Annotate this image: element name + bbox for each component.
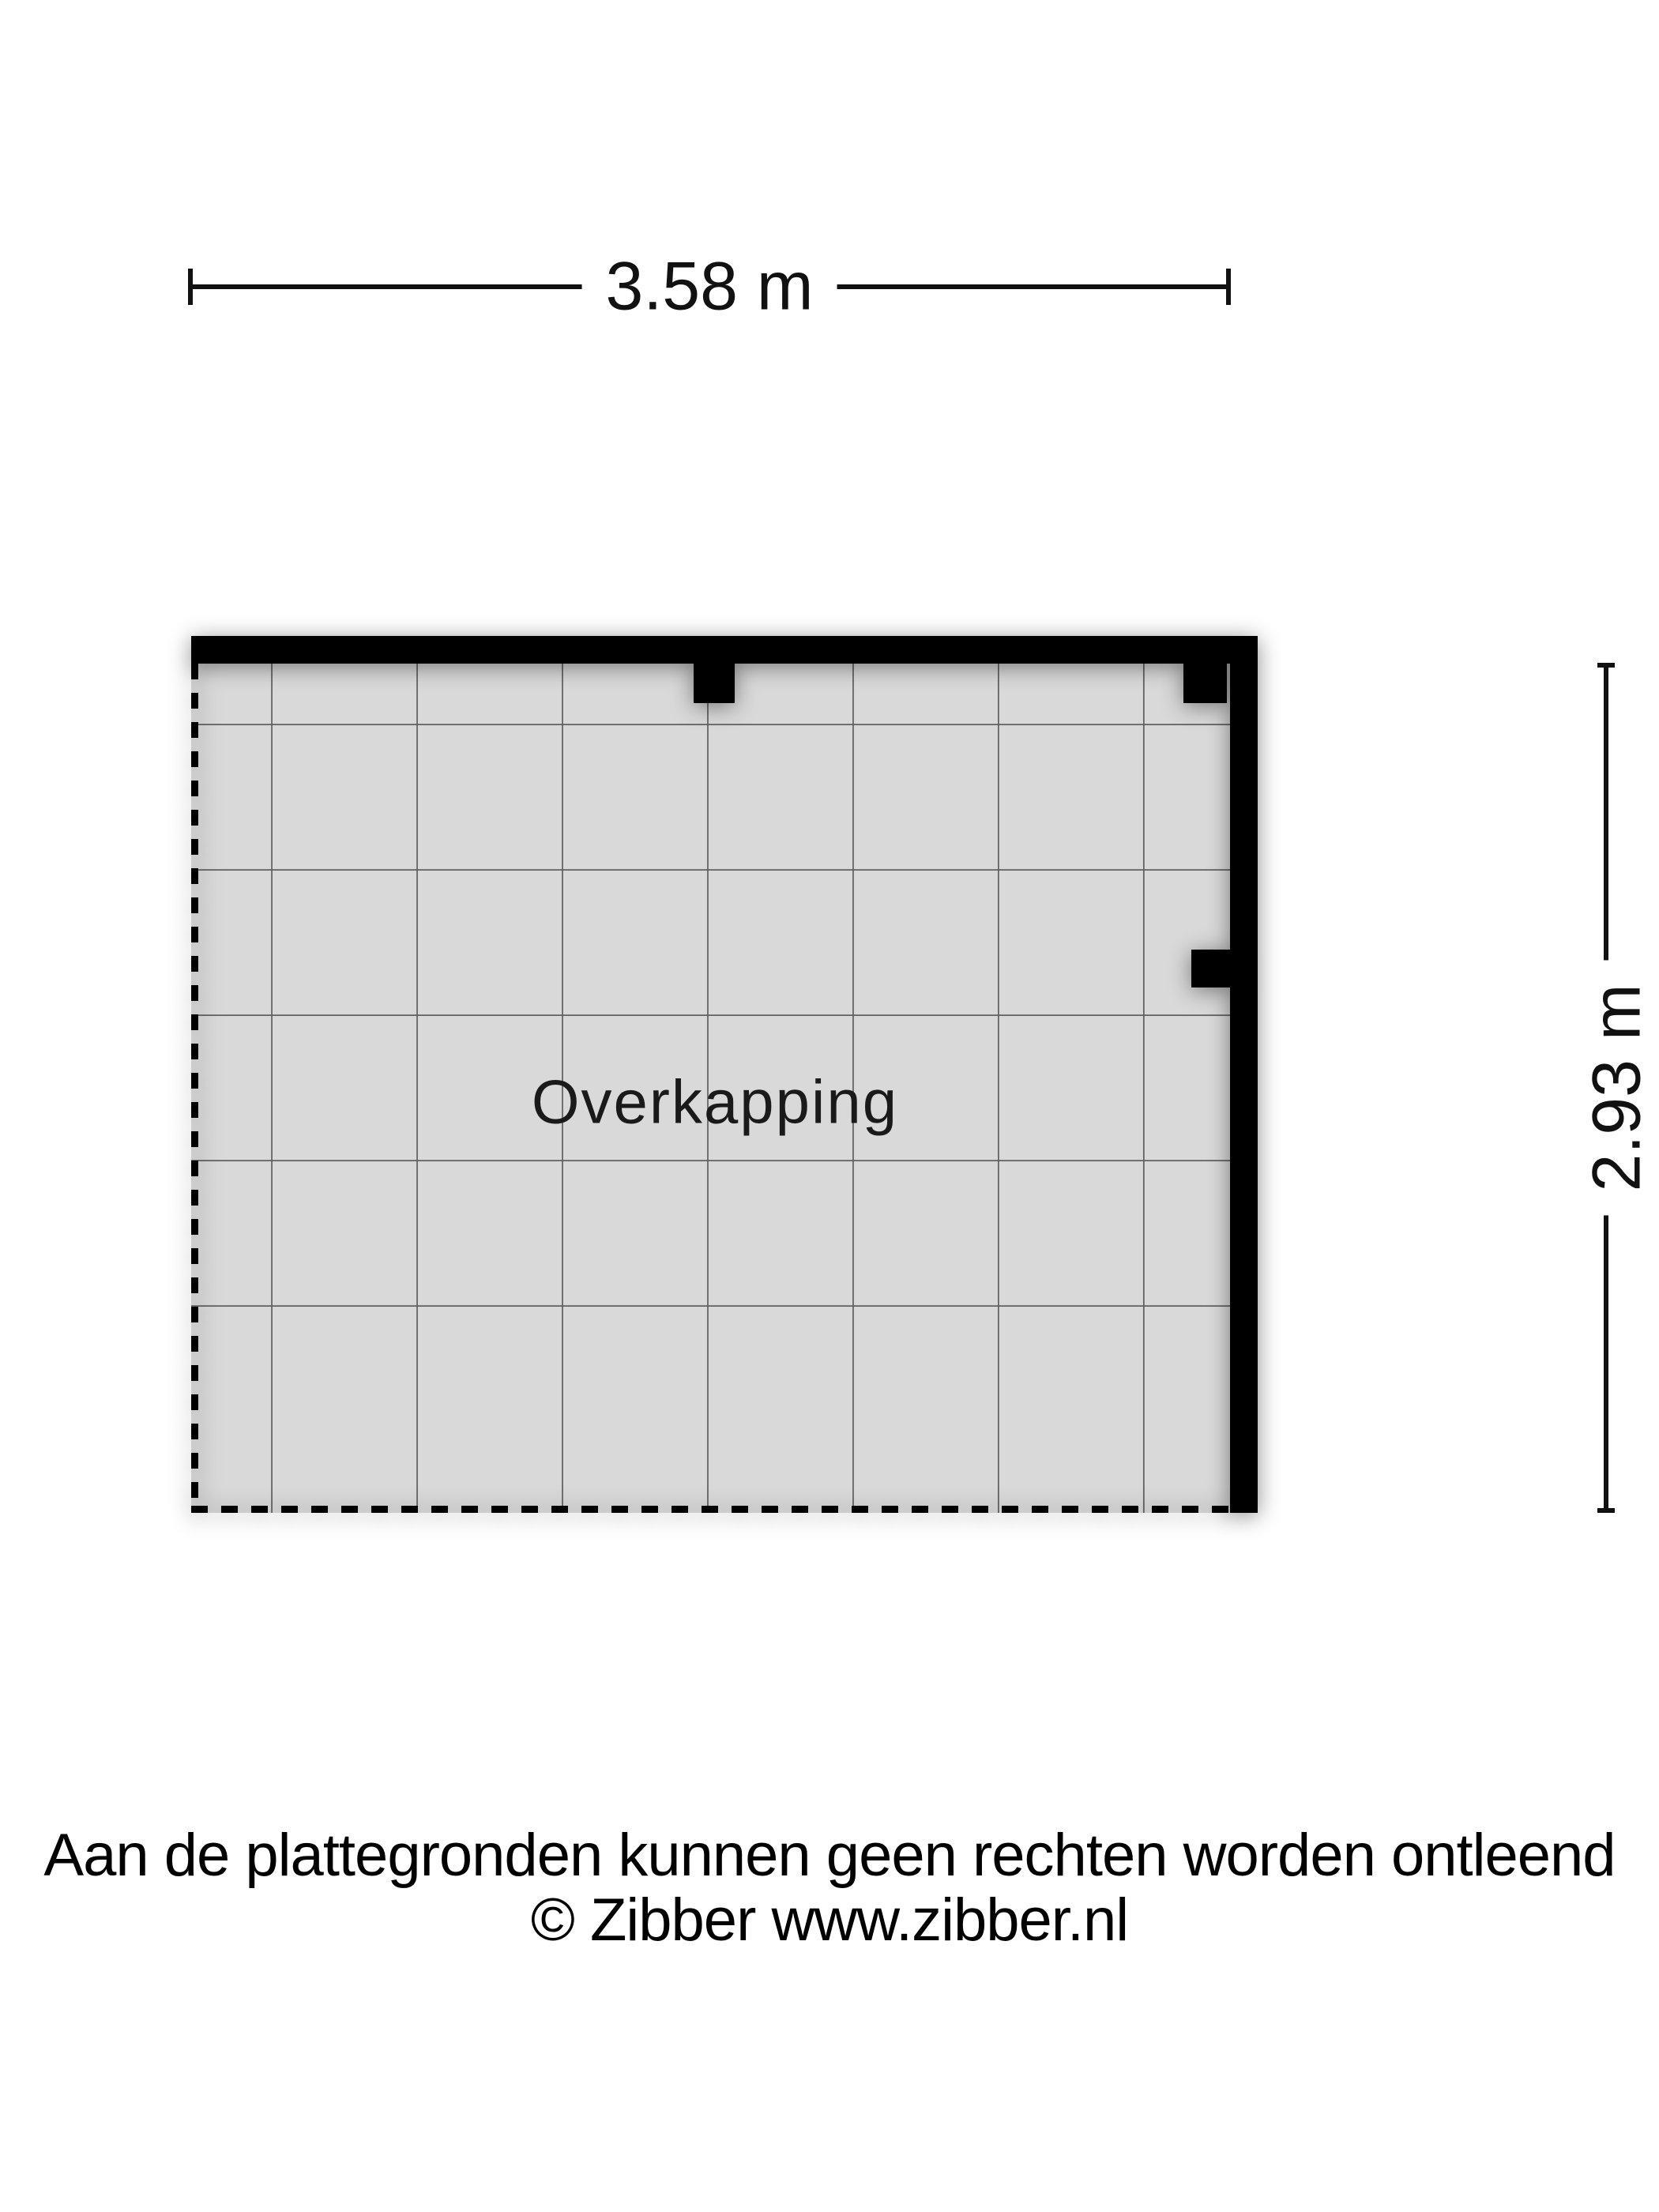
floorplan (191, 636, 1258, 1513)
dimension-height-endcap-top (1597, 663, 1615, 668)
room-label: Overkapping (531, 1066, 899, 1137)
dimension-height-endcap-bottom (1597, 1508, 1615, 1513)
wall-top (191, 636, 1258, 664)
footer-disclaimer: Aan de plattegronden kunnen geen rechten worden ontleend (43, 1822, 1616, 1889)
open-edge-left-dashed (191, 664, 198, 1513)
footer-copyright: © Zibber www.zibber.nl (530, 1887, 1129, 1954)
dimension-width-label: 3.58 m (582, 248, 837, 326)
dimension-width-endcap-right (1226, 269, 1231, 305)
dimension-width (188, 248, 1231, 325)
dimension-width-endcap-left (188, 269, 193, 305)
footer (0, 1823, 1659, 1953)
open-edge-bottom-dashed (191, 1506, 1230, 1513)
wall-stub-top-center (694, 664, 735, 703)
wall-right (1230, 636, 1258, 1513)
wall-stub-top-right (1183, 664, 1227, 703)
dimension-height (1578, 663, 1655, 1513)
wall-stub-right-middle (1191, 950, 1230, 988)
dimension-height-label: 2.93 m (1578, 961, 1657, 1216)
